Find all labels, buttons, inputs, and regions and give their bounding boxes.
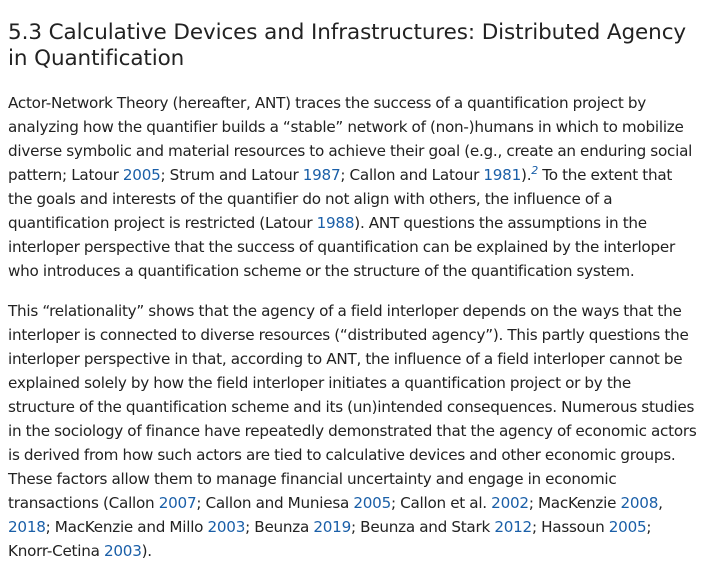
text-run: ). ANT questions the assumptions in the interloper perspective that the success of quantification can be explained by the interloper who introduces a quantification scheme or the structure of the quantification system. xyxy=(8,214,675,280)
text-run: ; Callon and Muniesa xyxy=(196,494,354,512)
paragraph-ant-intro xyxy=(8,91,698,283)
text-run: ; Beunza and Stark xyxy=(351,518,495,536)
text-run: This “relationality” shows that the agency of a field interloper depends on the ways that the interloper is connected to diverse resources (“distributed agency”). This partly questions the interloper perspective in that, according to ANT, the influence of a field interloper cannot be explained solely by how the field interloper initiates a quantification project or by the structure of the quantification scheme and its (un)intended consequences. Numerous studies in the sociology of finance have repeatedly demonstrated that the agency of economic actors is derived from how such actors are tied to calculative devices and other economic groups. These factors allow them to manage financial uncertainty and engage in economic transactions (Callon xyxy=(8,302,697,512)
citation-mackenzie-2018[interactable]: 2018 xyxy=(8,518,46,536)
citation-callon-latour-1981[interactable]: 1981 xyxy=(483,166,522,184)
citation-callon-muniesa-2005[interactable]: 2005 xyxy=(353,494,391,512)
previous-content-cutoff xyxy=(0,0,710,6)
text-run: ; Strum and Latour xyxy=(160,166,303,184)
text-run: ; Knorr-Cetina xyxy=(8,518,652,560)
text-run: ). xyxy=(141,542,152,560)
text-run: ). xyxy=(521,166,532,184)
citation-knorr-cetina-2003[interactable]: 2003 xyxy=(103,542,142,560)
citation-callon-2007[interactable]: 2007 xyxy=(158,494,197,512)
citation-beunza-2019[interactable]: 2019 xyxy=(313,518,352,536)
section-heading: 5.3 Calculative Devices and Infrastructures: Distributed Agency in Quantification xyxy=(8,20,687,71)
text-run: ; Hassoun xyxy=(531,518,609,536)
citation-mackenzie-millo-2003[interactable]: 2003 xyxy=(207,518,246,536)
citation-callon-et-al-2002[interactable]: 2002 xyxy=(491,494,529,512)
text-run: Actor-Network Theory (hereafter, ANT) traces the success of a quantification project by analyzing how the quantifier builds a “stable” network of (non-)humans in which to mobilize diverse symbolic and material resources to achieve their goal (e.g., create an enduring social pattern; Latour xyxy=(8,94,693,184)
paragraph-relationality xyxy=(8,299,698,563)
text-run: ; MacKenzie xyxy=(528,494,621,512)
citation-strum-latour-1987[interactable]: 1987 xyxy=(302,166,341,184)
citation-latour-1988[interactable]: 1988 xyxy=(316,214,355,232)
text-run: To the extent that the goals and interests of the quantifier do not align with others, the influence of a quantification project is restricted (Latour xyxy=(8,166,673,232)
citation-latour-2005[interactable]: 2005 xyxy=(122,166,161,184)
text-run: , xyxy=(658,494,663,512)
footnote-link-2[interactable]: 2 xyxy=(531,163,539,177)
citation-hassoun-2005[interactable]: 2005 xyxy=(608,518,647,536)
text-run: ; Beunza xyxy=(245,518,314,536)
citation-mackenzie-2008[interactable]: 2008 xyxy=(620,494,659,512)
text-run: ; Callon et al. xyxy=(391,494,492,512)
article-body xyxy=(8,20,698,579)
citation-beunza-stark-2012[interactable]: 2012 xyxy=(494,518,532,536)
text-run: ; Callon and Latour xyxy=(340,166,484,184)
text-run: ; MacKenzie and Millo xyxy=(45,518,208,536)
